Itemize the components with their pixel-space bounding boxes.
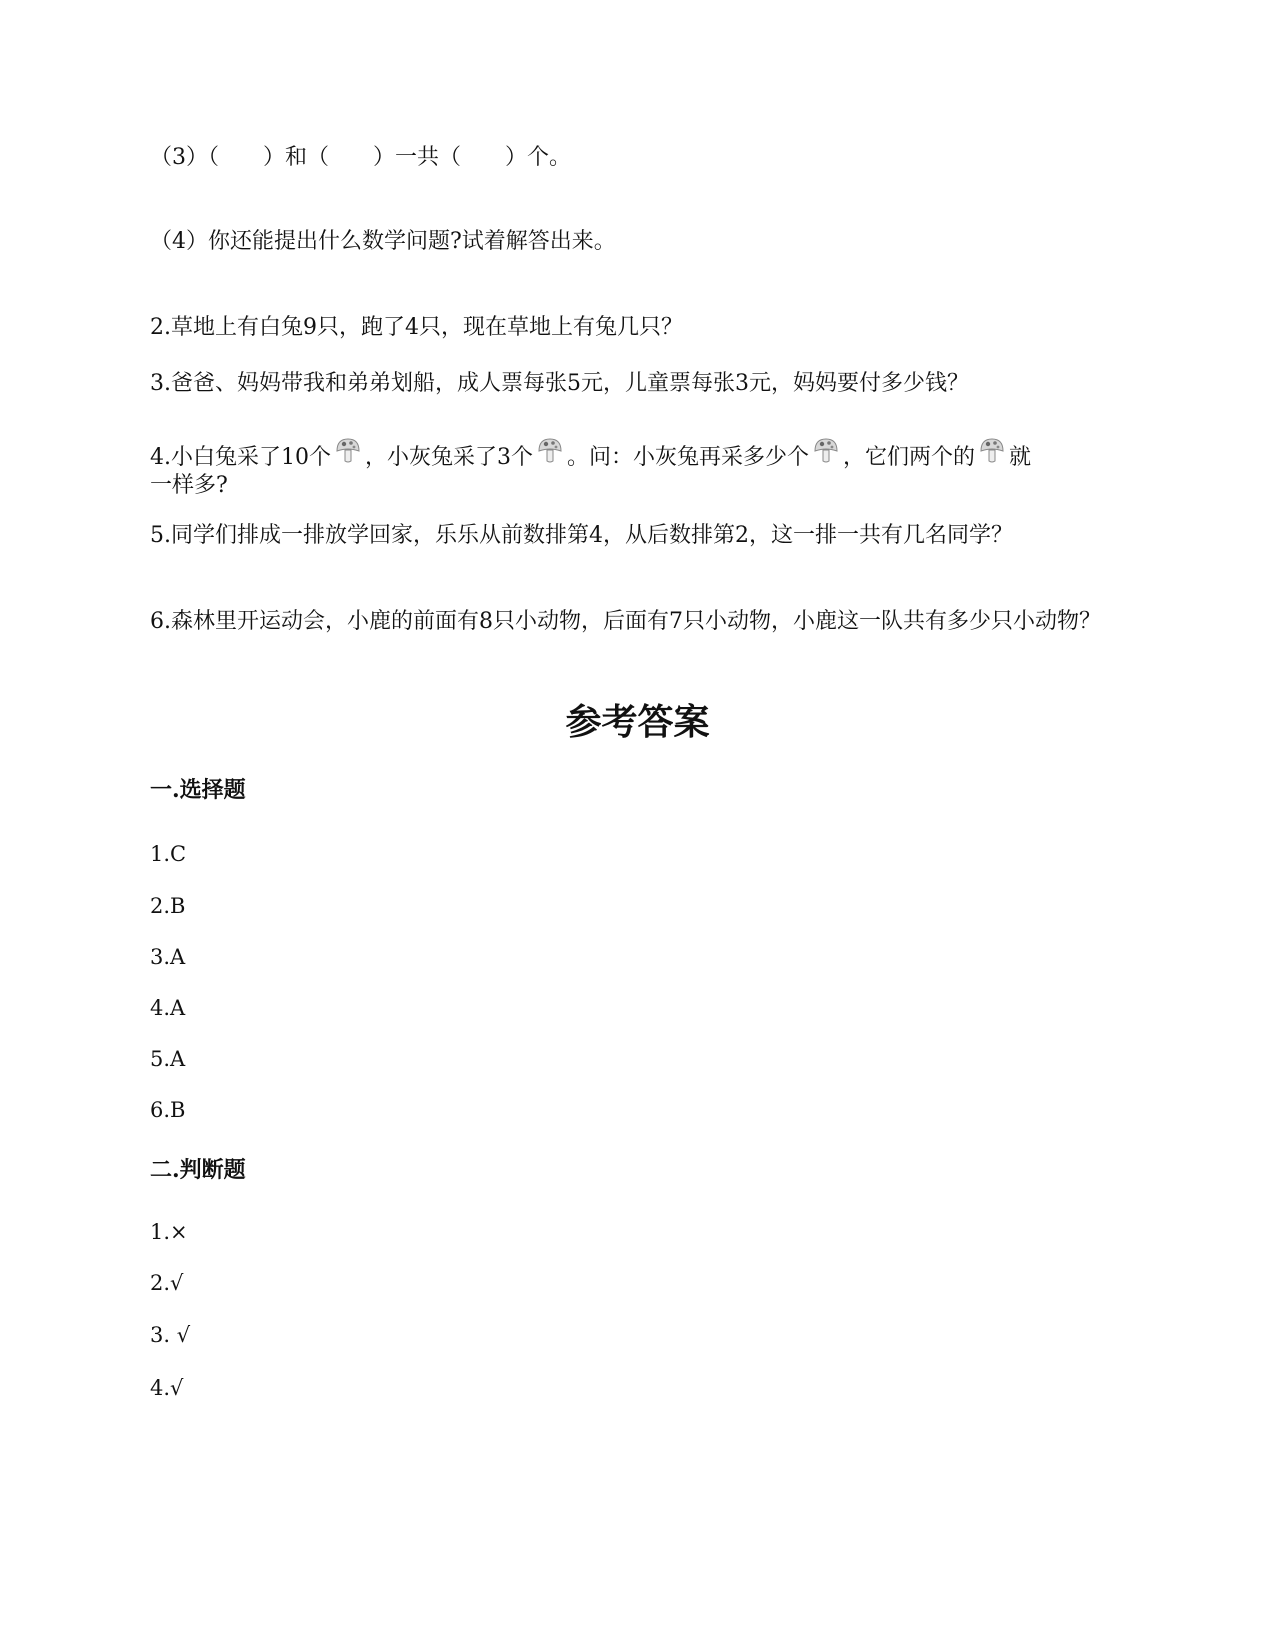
question-4-text-1: 4.小白兔采了10个 — [150, 445, 331, 470]
mushroom-icon — [977, 436, 1007, 466]
question-4-line-2: 一样多? — [150, 473, 228, 498]
question-5: 5.同学们排成一排放学回家，乐乐从前数排第4，从后数排第2，这一排一共有几名同学？ — [150, 523, 1013, 548]
answer-item: 2.B — [150, 894, 186, 918]
answer-item: 4.A — [150, 996, 186, 1020]
answer-item: 3. √ — [150, 1323, 191, 1347]
answer-item: 3.A — [150, 945, 186, 969]
question-3: 3.爸爸、妈妈带我和弟弟划船，成人票每张5元，儿童票每张3元，妈妈要付多少钱？ — [150, 371, 969, 396]
question-4-text-2: ，小灰兔采了3个 — [365, 445, 533, 470]
mushroom-icon — [333, 436, 363, 466]
question-6: 6.森林里开运动会，小鹿的前面有8只小动物，后面有7只小动物，小鹿这一队共有多少只小动物？ — [150, 609, 1101, 634]
question-4-line-1 — [150, 436, 1031, 474]
section-heading-true-false: 二.判断题 — [150, 1157, 246, 1183]
answer-item: 5.A — [150, 1047, 186, 1071]
question-4-text-5: 就 — [1009, 445, 1032, 470]
answer-item: 4.√ — [150, 1376, 184, 1400]
mushroom-icon — [811, 436, 841, 466]
answer-item: 1.× — [150, 1220, 188, 1244]
question-4-text-4: ，它们两个的 — [843, 445, 976, 470]
mushroom-icon — [535, 436, 565, 466]
answer-item: 2.√ — [150, 1271, 184, 1295]
answer-key-title: 参考答案 — [565, 701, 710, 743]
question-1-part-4: （4）你还能提出什么数学问题?试着解答出来。 — [150, 229, 616, 254]
answer-item: 1.C — [150, 842, 187, 866]
section-heading-multiple-choice: 一.选择题 — [150, 777, 246, 803]
question-2: 2.草地上有白兔9只，跑了4只，现在草地上有兔几只？ — [150, 315, 683, 340]
question-4-text-3: 。问：小灰兔再采多少个 — [567, 445, 810, 470]
question-1-part-3: （3）（ ）和（ ）一共（ ）个。 — [150, 145, 571, 170]
answer-item: 6.B — [150, 1098, 186, 1122]
